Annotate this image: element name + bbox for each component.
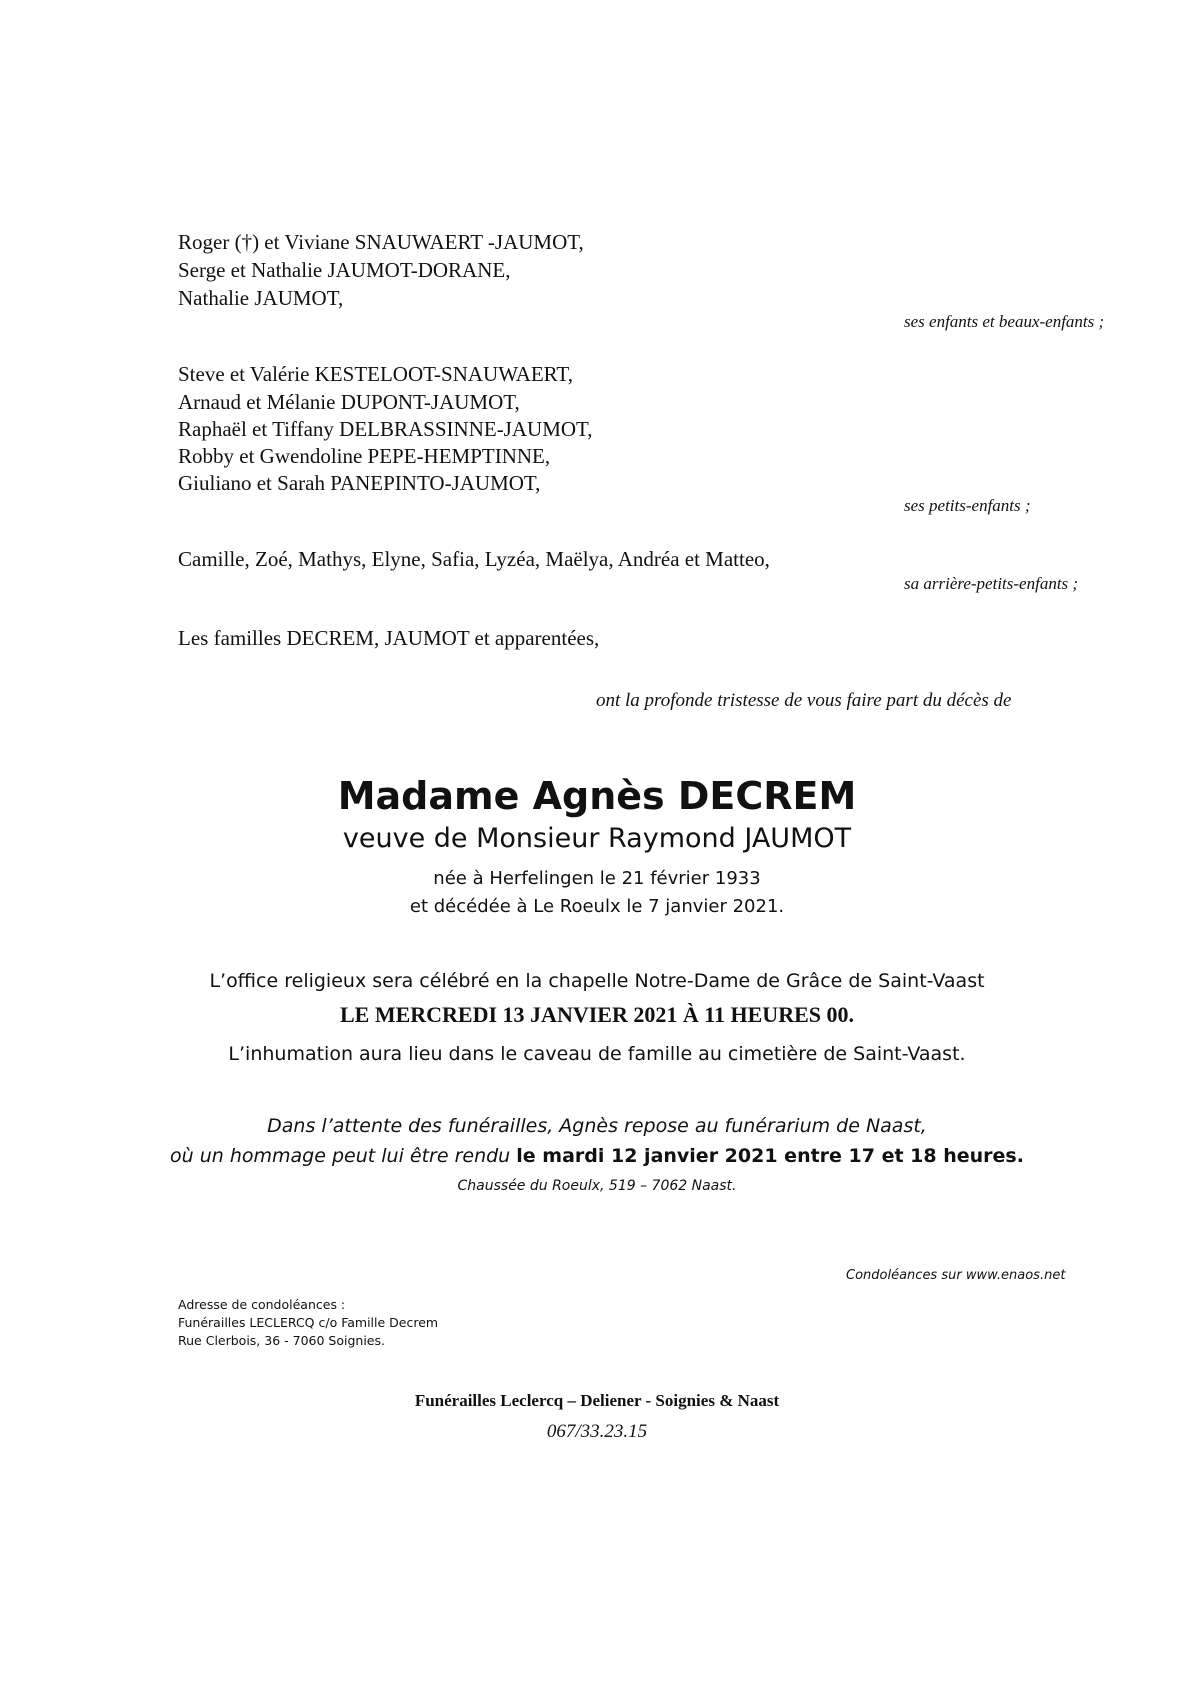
deceased-widow-of: veuve de Monsieur Raymond JAUMOT: [342, 823, 852, 854]
funerarium-line-1: Dans l’attente des funérailles, Agnès repose au funérarium de Naast,: [267, 1115, 927, 1137]
condolences-online: Condoléances sur www.enaos.net: [846, 1268, 1066, 1283]
deceased-name: Madame Agnès DECREM: [337, 774, 857, 818]
funerarium-line-2: [0, 1142, 1194, 1170]
grandchildren-relation: ses petits-enfants ;: [904, 496, 1031, 515]
announcement-line: ont la profonde tristesse de vous faire part du décès de: [596, 690, 1012, 711]
footer-company: Funérailles Leclercq – Deliener - Soignies & Naast: [414, 1391, 780, 1410]
deceased-died: et décédée à Le Roeulx le 7 janvier 2021.: [409, 896, 785, 917]
footer-phone: 067/33.23.15: [546, 1421, 648, 1442]
grandchildren-line-3: Raphaël et Tiffany DELBRASSINNE-JAUMOT,: [178, 417, 593, 441]
condolences-address-line-1: Funérailles LECLERCQ c/o Famille Decrem: [178, 1315, 439, 1330]
funerarium-address: Chaussée du Roeulx, 519 – 7062 Naast.: [457, 1178, 737, 1194]
grandchildren-line-5: Giuliano et Sarah PANEPINTO-JAUMOT,: [178, 471, 541, 495]
grandchildren-line-1: Steve et Valérie KESTELOOT-SNAUWAERT,: [178, 362, 573, 386]
ceremony-office: L’office religieux sera célébré en la chapelle Notre-Dame de Grâce de Saint-Vaast: [209, 970, 985, 992]
children-relation: ses enfants et beaux-enfants ;: [904, 312, 1105, 331]
ceremony-date: LE MERCREDI 13 JANVIER 2021 À 11 HEURES 00.: [339, 1002, 854, 1027]
children-line-3: Nathalie JAUMOT,: [178, 286, 344, 310]
great-grandchildren-relation: sa arrière-petits-enfants ;: [904, 574, 1079, 593]
families-line: Les familles DECREM, JAUMOT et apparentées,: [178, 626, 600, 650]
grandchildren-line-4: Robby et Gwendoline PEPE-HEMPTINNE,: [178, 444, 551, 468]
funerarium-line-2-prefix: où un hommage peut lui être rendu: [170, 1145, 517, 1167]
ceremony-burial: L’inhumation aura lieu dans le caveau de famille au cimetière de Saint-Vaast.: [228, 1043, 966, 1065]
condolences-address-line-2: Rue Clerbois, 36 - 7060 Soignies.: [178, 1333, 385, 1348]
children-line-1: Roger (†) et Viviane SNAUWAERT -JAUMOT,: [178, 230, 584, 254]
condolences-address-label: Adresse de condoléances :: [178, 1297, 346, 1312]
deceased-born: née à Herfelingen le 21 février 1933: [433, 868, 761, 889]
funerarium-line-2-bold: le mardi 12 janvier 2021 entre 17 et 18 heures.: [516, 1145, 1024, 1167]
children-line-2: Serge et Nathalie JAUMOT-DORANE,: [178, 258, 511, 282]
great-grandchildren-line: Camille, Zoé, Mathys, Elyne, Safia, Lyzéa, Maëlya, Andréa et Matteo,: [178, 547, 770, 571]
grandchildren-line-2: Arnaud et Mélanie DUPONT-JAUMOT,: [178, 390, 520, 414]
